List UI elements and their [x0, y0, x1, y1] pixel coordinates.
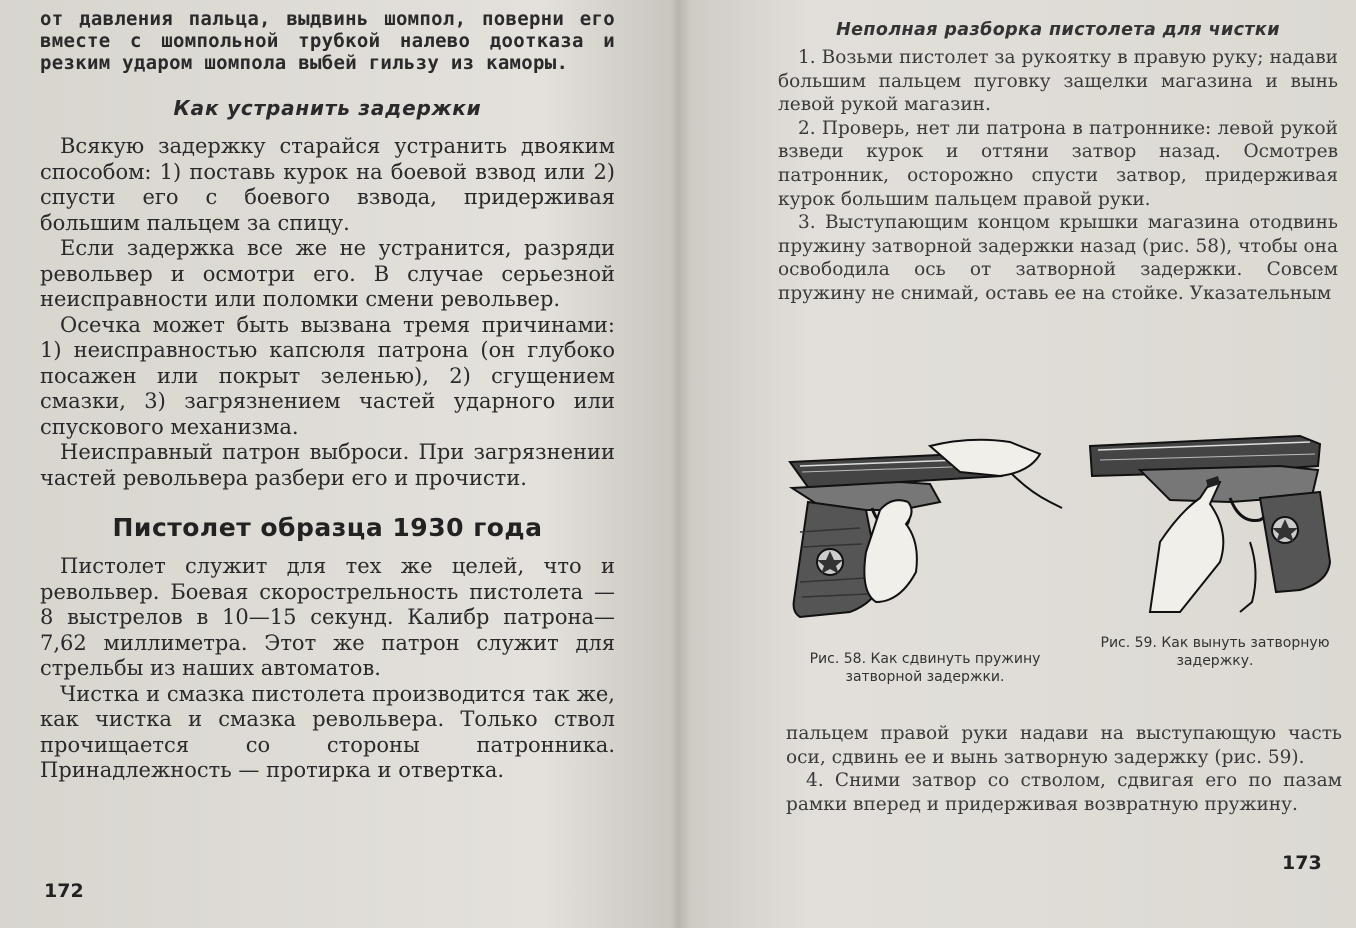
- pistol-illustration-59: [1080, 432, 1340, 632]
- right-page-text: [778, 20, 1338, 306]
- left-page: [0, 0, 676, 928]
- paragraph: Чистка и смазка пистолета производится так же, как чистка и смазка револьвера. Только ствол прочищается со стороны патронника. Принадлежность — протирка и отвертка.: [40, 681, 615, 782]
- figure-59: [1080, 432, 1340, 670]
- paragraph: Неисправный патрон выброси. При загрязнении частей револьвера разбери его и прочисти.: [40, 440, 615, 490]
- page-number: 172: [44, 880, 84, 902]
- paragraph: 4. Сними затвор со стволом, сдвигая его по пазам рамки вперед и придерживая возвратную пружину.: [786, 770, 1342, 815]
- subheading: Как устранить задержки: [173, 96, 482, 120]
- pistol-illustration-58: [780, 432, 1070, 642]
- paragraph: 2. Проверь, нет ли патрона в патроннике: левой рукой взведи курок и оттяни затвор назад. Осмотрев патронник, осторожно спусти затвор, придерживая курок большим пальцем правой руки.: [778, 117, 1338, 210]
- left-page-text: [40, 8, 615, 784]
- figures-row: [780, 432, 1340, 712]
- page-number: 173: [1282, 852, 1322, 874]
- paragraph: пальцем правой руки надави на выступающую часть оси, сдвинь ее и вынь затворную задержку (рис. 59).: [786, 723, 1342, 768]
- paragraph: 3. Выступающим концом крышки магазина отодвинь пружину затворной задержки назад (рис. 58), чтобы она освободила ось от затворной задержки. Совсем пружину не снимай, оставь ее на стойке. Указательным: [778, 212, 1338, 304]
- figure-caption: Рис. 59. Как вынуть затворную задержку.: [1100, 635, 1330, 669]
- paragraph: Пистолет служит для тех же целей, что и револьвер. Боевая скорострельность пистолета — 8 выстрелов в 10—15 секунд. Калибр патрона—7,62 миллиметра. Этот же патрон служит для стрельбы из наших автоматов.: [40, 554, 615, 680]
- paragraph: 1. Возьми пистолет за рукоятку в правую руку; надави большим пальцем пуговку защелки магазина и вынь левой рукой магазин.: [778, 47, 1338, 116]
- continuation-text: от давления пальца, выдвинь шомпол, поверни его вместе с шомпольной трубкой налево доотказа и резким ударом шомпола выбей гильзу из каморы.: [40, 8, 615, 74]
- figure-58: [780, 432, 1080, 686]
- figure-caption: Рис. 58. Как сдвинуть пружину затворной задержки.: [809, 651, 1041, 685]
- paragraph: Если задержка все же не устранится, разряди револьвер и осмотри его. В случае серьезной неисправности или поломки смени револьвер.: [40, 236, 615, 311]
- section-title: Неполная разборка пистолета для чистки: [836, 20, 1280, 40]
- paragraph: Осечка может быть вызвана тремя причинами: 1) неисправностью капсюля патрона (он глубоко посажен или покрыт зеленью), 2) сгущением смазки, 3) загрязнением частей ударного или спускового механизма.: [40, 312, 615, 439]
- section-title: Пистолет образца 1930 года: [112, 513, 543, 542]
- paragraph: Всякую задержку старайся устранить двояким способом: 1) поставь курок на боевой взвод или 2) спусти его с боевого взвода, придерживая большим пальцем за спицу.: [40, 134, 615, 235]
